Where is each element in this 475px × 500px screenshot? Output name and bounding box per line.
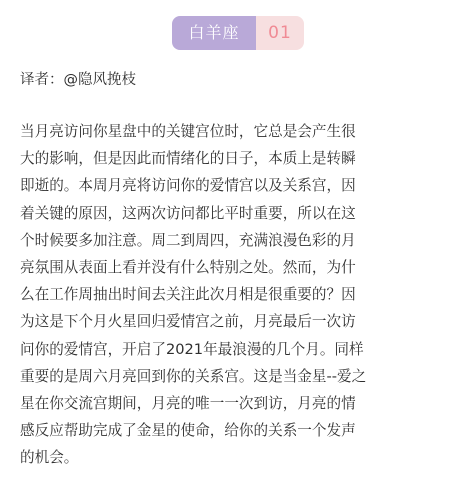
body-line: 即逝的。本周月亮将访问你的爱情宫以及关系宫，因	[20, 177, 356, 195]
translator-credit: 译者：@隐风挽枝	[20, 72, 136, 88]
body-line: 亮氛围从表面上看并没有什么特别之处。然而，为什	[20, 259, 356, 277]
body-line: 着关键的原因，这两次访问都比平时重要，所以在这	[20, 204, 356, 222]
body-line: 当月亮访问你星盘中的关键宫位时，它总是会产生很	[20, 123, 356, 140]
zodiac-sign-title: 白羊座	[172, 16, 256, 50]
body-line: 为这是下个月火星回归爱情宫之前，月亮最后一次访	[20, 313, 356, 331]
body-line: 感反应帮助完成了金星的使命，给你的关系一个发声	[20, 422, 356, 440]
body-line: 问你的爱情宫，开启了2021年最浪漫的几个月。同样	[20, 340, 364, 358]
body-line: 星在你交流宫期间，月亮的唯一一次到访，月亮的情	[20, 395, 356, 413]
horoscope-body	[20, 118, 466, 472]
sign-number: 01	[256, 16, 304, 50]
body-line: 大的影响，但是因此而情绪化的日子，本质上是转瞬	[20, 150, 356, 168]
sign-badge	[172, 16, 304, 50]
body-line: 么在工作周抽出时间去关注此次月相是很重要的？因	[20, 286, 356, 304]
body-line: 个时候要多加注意。周二到周四，充满浪漫色彩的月	[20, 231, 356, 249]
body-line: 的机会。	[20, 449, 79, 467]
body-line: 重要的是周六月亮回到你的关系宫。这是当金星--爱之	[20, 367, 367, 385]
